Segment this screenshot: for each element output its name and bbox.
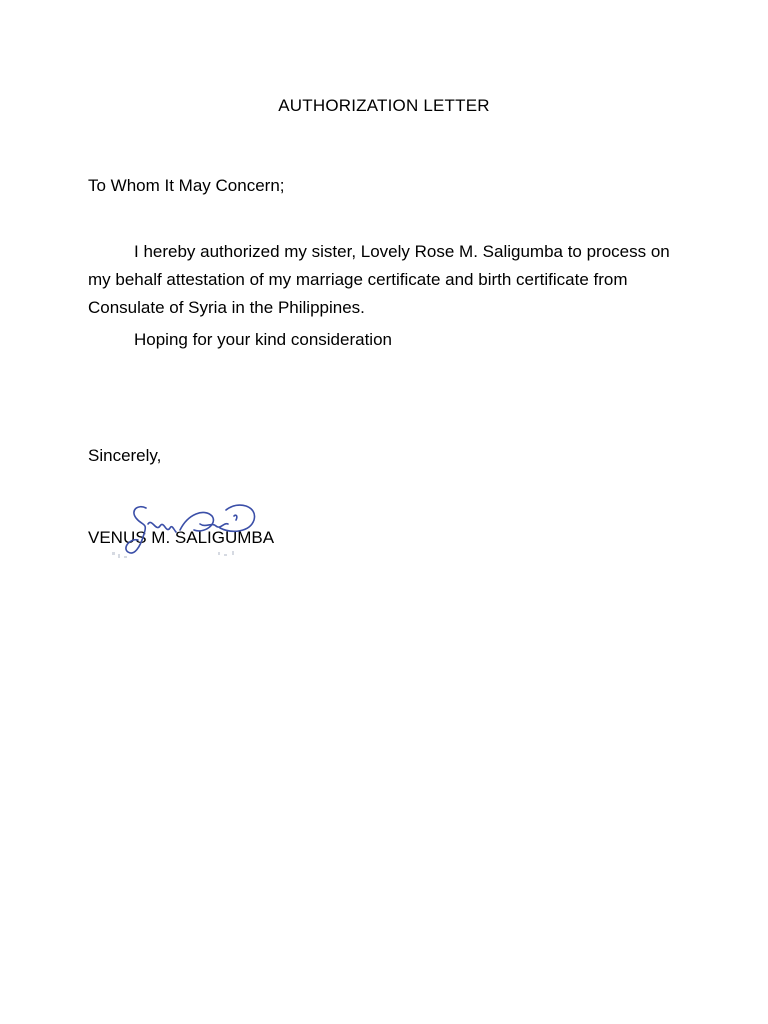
sign-off: Sincerely, bbox=[88, 446, 162, 465]
salutation: To Whom It May Concern; bbox=[88, 176, 285, 195]
signatory-name: VENUS M. SALIGUMBA bbox=[88, 528, 275, 547]
body-paragraph: I hereby authorized my sister, Lovely Rose M. Saligumba to process on my behalf attestation of my marriage certificate and birth certificate from Consulate of Syria in the Philippines. bbox=[88, 242, 670, 317]
letter-title: AUTHORIZATION LETTER bbox=[278, 96, 490, 115]
closing-line: Hoping for your kind consideration bbox=[134, 330, 392, 349]
